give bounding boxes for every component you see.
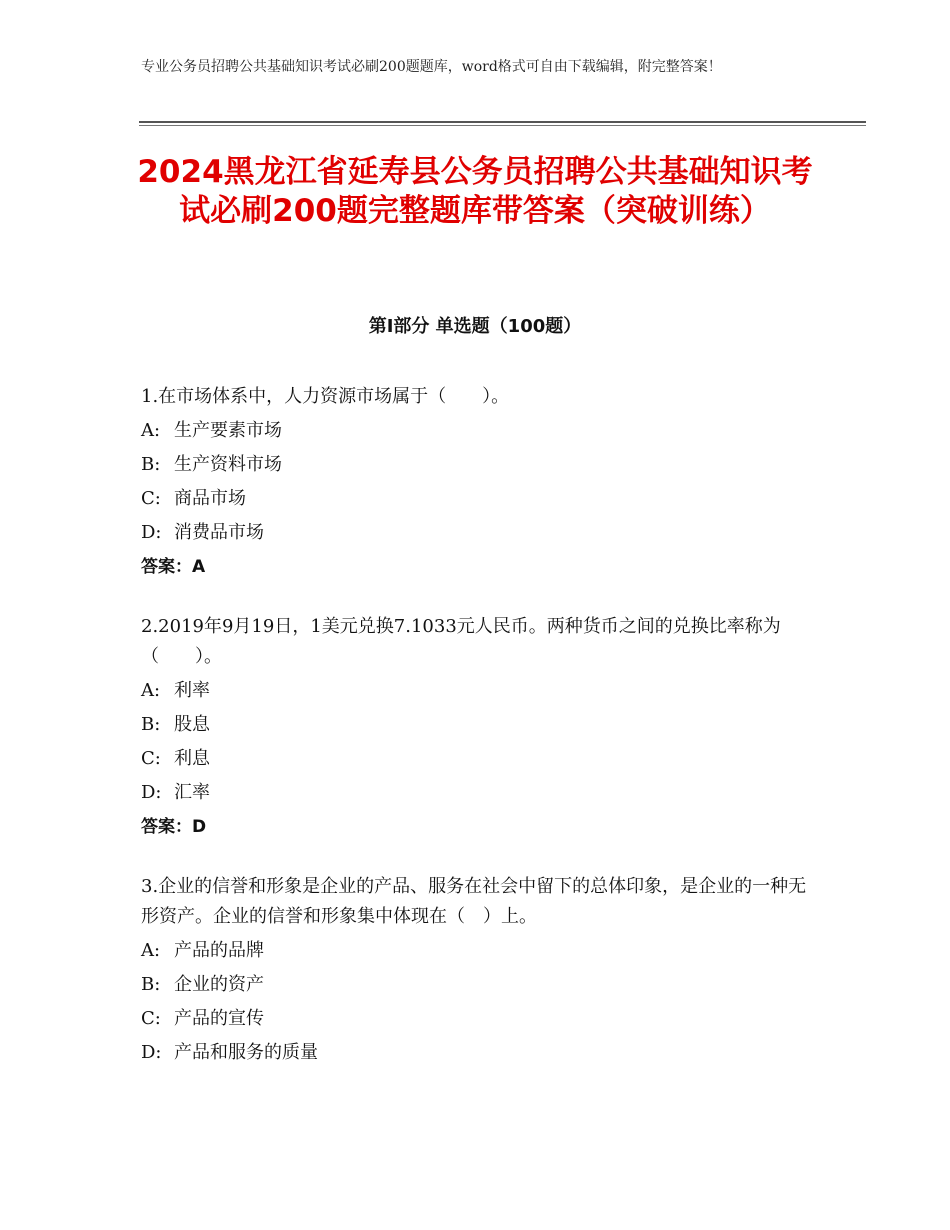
option-c xyxy=(141,744,821,774)
question-1 xyxy=(141,382,821,582)
header-divider-thin xyxy=(139,125,866,126)
question-stem: 1.在市场体系中，人力资源市场属于（ ）。 xyxy=(141,386,510,407)
section-title: 第Ⅰ部分 单选题（100题） xyxy=(368,316,582,337)
option-text: 企业的资产 xyxy=(174,974,264,995)
option-text: 利息 xyxy=(174,748,210,769)
document-title: 2024黑龙江省延寿县公务员招聘公共基础知识考试必刷200题完整题库带答案（突破训练） xyxy=(137,154,813,229)
option-key: D: xyxy=(141,522,162,543)
option-text: 产品的品牌 xyxy=(174,940,264,961)
option-text: 产品的宣传 xyxy=(174,1008,264,1029)
option-key: B: xyxy=(141,974,161,995)
question-list xyxy=(141,382,821,1098)
option-key: A: xyxy=(141,680,161,701)
option-text: 股息 xyxy=(174,714,210,735)
option-key: B: xyxy=(141,714,161,735)
option-key: B: xyxy=(141,454,161,475)
option-key: C: xyxy=(141,488,161,509)
option-text: 生产资料市场 xyxy=(174,454,282,475)
header-note: 专业公务员招聘公共基础知识考试必刷200题题库，word格式可自由下载编辑，附完整答案！ xyxy=(141,59,722,75)
question-stem: 3.企业的信誉和形象是企业的产品、服务在社会中留下的总体印象，是企业的一种无形资产。企业的信誉和形象集中体现在（ ）上。 xyxy=(141,876,807,927)
option-c xyxy=(141,484,821,514)
option-b xyxy=(141,710,821,740)
answer-label: 答案：A xyxy=(141,557,206,577)
option-key: C: xyxy=(141,1008,161,1029)
option-a xyxy=(141,676,821,706)
option-text: 利率 xyxy=(174,680,210,701)
option-text: 生产要素市场 xyxy=(174,420,282,441)
option-text: 产品和服务的质量 xyxy=(174,1042,318,1063)
option-d xyxy=(141,778,821,808)
header-divider-thick xyxy=(139,121,866,123)
option-text: 商品市场 xyxy=(174,488,246,509)
option-b xyxy=(141,450,821,480)
option-c xyxy=(141,1004,821,1034)
option-text: 消费品市场 xyxy=(174,522,264,543)
option-key: A: xyxy=(141,940,161,961)
option-key: D: xyxy=(141,782,162,803)
option-a xyxy=(141,936,821,966)
answer-label: 答案：D xyxy=(141,817,207,837)
question-stem: 2.2019年9月19日，1美元兑换7.1033元人民币。两种货币之间的兑换比率称为（ ）。 xyxy=(141,616,781,667)
option-key: C: xyxy=(141,748,161,769)
question-3 xyxy=(141,872,821,1068)
option-key: A: xyxy=(141,420,161,441)
option-text: 汇率 xyxy=(174,782,210,803)
option-a xyxy=(141,416,821,446)
question-2 xyxy=(141,612,821,842)
option-b xyxy=(141,970,821,1000)
option-d xyxy=(141,518,821,548)
option-key: D: xyxy=(141,1042,162,1063)
option-d xyxy=(141,1038,821,1068)
